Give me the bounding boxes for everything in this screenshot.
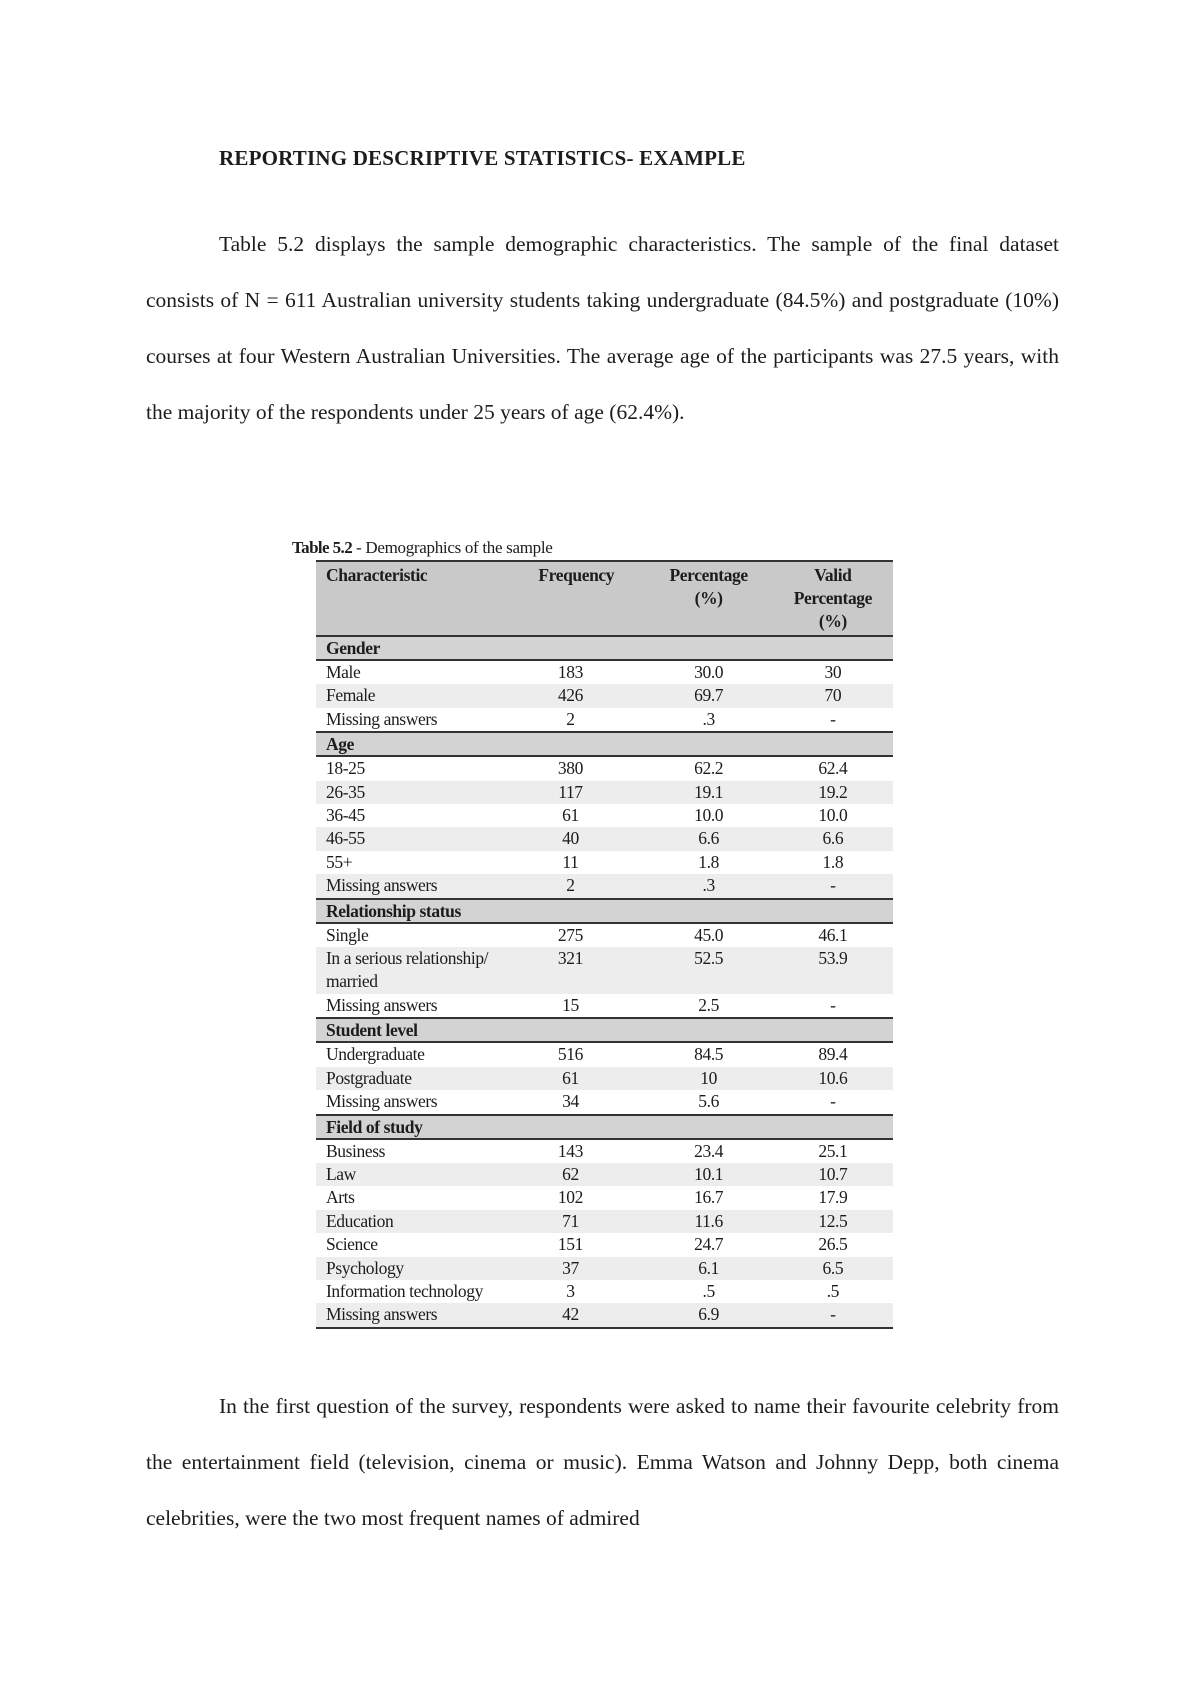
cell-frequency: 321 bbox=[530, 947, 644, 994]
cell-frequency: 42 bbox=[530, 1303, 644, 1327]
cell-valid-percentage: 25.1 bbox=[769, 1139, 893, 1163]
demographics-table bbox=[316, 560, 893, 1329]
cell-valid-percentage: - bbox=[769, 708, 893, 732]
table-body bbox=[316, 636, 893, 1328]
cell-percentage: .5 bbox=[645, 1280, 769, 1303]
table-row bbox=[316, 1163, 893, 1186]
cell-percentage: 45.0 bbox=[645, 923, 769, 947]
cell-percentage: 24.7 bbox=[645, 1233, 769, 1256]
cell-valid-percentage: - bbox=[769, 1090, 893, 1114]
table-row bbox=[316, 1210, 893, 1233]
page-heading: REPORTING DESCRIPTIVE STATISTICS- EXAMPLE bbox=[219, 146, 746, 170]
cell-characteristic: 55+ bbox=[316, 851, 530, 874]
cell-valid-percentage: 30 bbox=[769, 660, 893, 684]
cell-percentage: 10.0 bbox=[645, 804, 769, 827]
table-caption-label: Table 5.2 bbox=[292, 538, 353, 557]
cell-frequency: 3 bbox=[530, 1280, 644, 1303]
cell-characteristic: 26-35 bbox=[316, 781, 530, 804]
cell-frequency: 37 bbox=[530, 1257, 644, 1280]
section-header-row bbox=[316, 1115, 893, 1139]
cell-characteristic: Missing answers bbox=[316, 1303, 530, 1327]
survey-paragraph bbox=[146, 1378, 1059, 1546]
cell-frequency: 117 bbox=[530, 781, 644, 804]
header-percentage: Percentage (%) bbox=[645, 561, 769, 636]
cell-characteristic: Male bbox=[316, 660, 530, 684]
intro-paragraph bbox=[146, 216, 1059, 440]
cell-frequency: 15 bbox=[530, 994, 644, 1018]
table-row bbox=[316, 1139, 893, 1163]
section-title: Age bbox=[316, 732, 893, 756]
cell-percentage: 5.6 bbox=[645, 1090, 769, 1114]
cell-frequency: 34 bbox=[530, 1090, 644, 1114]
cell-percentage: .3 bbox=[645, 708, 769, 732]
cell-frequency: 40 bbox=[530, 827, 644, 850]
cell-valid-percentage: 1.8 bbox=[769, 851, 893, 874]
cell-percentage: 6.6 bbox=[645, 827, 769, 850]
cell-valid-percentage: - bbox=[769, 874, 893, 898]
table-row bbox=[316, 874, 893, 898]
header-characteristic: Characteristic bbox=[316, 561, 530, 636]
cell-valid-percentage: 89.4 bbox=[769, 1042, 893, 1066]
cell-percentage: 84.5 bbox=[645, 1042, 769, 1066]
section-header-row bbox=[316, 1018, 893, 1042]
cell-frequency: 151 bbox=[530, 1233, 644, 1256]
cell-characteristic: 46-55 bbox=[316, 827, 530, 850]
table-caption bbox=[292, 538, 553, 558]
cell-percentage: .3 bbox=[645, 874, 769, 898]
cell-frequency: 516 bbox=[530, 1042, 644, 1066]
table-row bbox=[316, 923, 893, 947]
table-row bbox=[316, 1257, 893, 1280]
table-row bbox=[316, 1186, 893, 1209]
section-title: Field of study bbox=[316, 1115, 893, 1139]
table-caption-text: - Demographics of the sample bbox=[352, 538, 553, 557]
cell-characteristic: Undergraduate bbox=[316, 1042, 530, 1066]
cell-characteristic: Missing answers bbox=[316, 994, 530, 1018]
cell-frequency: 11 bbox=[530, 851, 644, 874]
cell-valid-percentage: 10.6 bbox=[769, 1067, 893, 1090]
cell-percentage: 10 bbox=[645, 1067, 769, 1090]
cell-frequency: 2 bbox=[530, 874, 644, 898]
cell-frequency: 61 bbox=[530, 804, 644, 827]
cell-frequency: 71 bbox=[530, 1210, 644, 1233]
table-row bbox=[316, 804, 893, 827]
section-title: Relationship status bbox=[316, 899, 893, 923]
cell-frequency: 62 bbox=[530, 1163, 644, 1186]
cell-valid-percentage: 6.5 bbox=[769, 1257, 893, 1280]
table-row bbox=[316, 827, 893, 850]
cell-characteristic: 36-45 bbox=[316, 804, 530, 827]
cell-valid-percentage: 17.9 bbox=[769, 1186, 893, 1209]
table-row bbox=[316, 947, 893, 994]
cell-percentage: 23.4 bbox=[645, 1139, 769, 1163]
cell-valid-percentage: .5 bbox=[769, 1280, 893, 1303]
cell-frequency: 380 bbox=[530, 756, 644, 780]
cell-frequency: 102 bbox=[530, 1186, 644, 1209]
section-title: Gender bbox=[316, 636, 893, 660]
table-row bbox=[316, 708, 893, 732]
cell-percentage: 6.1 bbox=[645, 1257, 769, 1280]
cell-valid-percentage: 19.2 bbox=[769, 781, 893, 804]
cell-characteristic: Business bbox=[316, 1139, 530, 1163]
table-row bbox=[316, 1303, 893, 1327]
cell-characteristic: Missing answers bbox=[316, 874, 530, 898]
table-row bbox=[316, 1067, 893, 1090]
cell-valid-percentage: 62.4 bbox=[769, 756, 893, 780]
cell-percentage: 69.7 bbox=[645, 684, 769, 707]
cell-valid-percentage: 46.1 bbox=[769, 923, 893, 947]
table-row bbox=[316, 660, 893, 684]
cell-characteristic: Education bbox=[316, 1210, 530, 1233]
section-header-row bbox=[316, 732, 893, 756]
table-row bbox=[316, 1090, 893, 1114]
header-valid-percentage: Valid Percentage (%) bbox=[769, 561, 893, 636]
intro-paragraph-text: Table 5.2 displays the sample demographic characteristics. The sample of the final dataset consists of N = 611 Australian university students taking undergraduate (84.5%) and postgraduate (10%) courses at four Western Australian Universities. The average age of the participants was 27.5 years, with the majority of the respondents under 25 years of age (62.4%). bbox=[146, 232, 1059, 424]
cell-characteristic: Female bbox=[316, 684, 530, 707]
table-row bbox=[316, 756, 893, 780]
cell-frequency: 426 bbox=[530, 684, 644, 707]
cell-frequency: 275 bbox=[530, 923, 644, 947]
cell-characteristic: Arts bbox=[316, 1186, 530, 1209]
section-header-row bbox=[316, 899, 893, 923]
cell-percentage: 1.8 bbox=[645, 851, 769, 874]
cell-characteristic: 18-25 bbox=[316, 756, 530, 780]
cell-characteristic: In a serious relationship/ married bbox=[316, 947, 530, 994]
cell-frequency: 61 bbox=[530, 1067, 644, 1090]
cell-valid-percentage: 12.5 bbox=[769, 1210, 893, 1233]
table-row bbox=[316, 781, 893, 804]
demographics-table-container bbox=[316, 560, 893, 1329]
cell-valid-percentage: 10.7 bbox=[769, 1163, 893, 1186]
table-row bbox=[316, 1233, 893, 1256]
cell-valid-percentage: 26.5 bbox=[769, 1233, 893, 1256]
table-row bbox=[316, 851, 893, 874]
table-row bbox=[316, 994, 893, 1018]
table-row bbox=[316, 1280, 893, 1303]
cell-characteristic: Single bbox=[316, 923, 530, 947]
cell-frequency: 183 bbox=[530, 660, 644, 684]
section-title: Student level bbox=[316, 1018, 893, 1042]
cell-characteristic: Law bbox=[316, 1163, 530, 1186]
cell-characteristic: Missing answers bbox=[316, 708, 530, 732]
cell-percentage: 11.6 bbox=[645, 1210, 769, 1233]
cell-valid-percentage: 70 bbox=[769, 684, 893, 707]
cell-valid-percentage: - bbox=[769, 994, 893, 1018]
cell-valid-percentage: 10.0 bbox=[769, 804, 893, 827]
cell-percentage: 19.1 bbox=[645, 781, 769, 804]
survey-paragraph-text: In the first question of the survey, respondents were asked to name their favourite celebrity from the entertainment field (television, cinema or music). Emma Watson and Johnny Depp, both cinema celebrities, were the two most frequent names of admired bbox=[146, 1394, 1059, 1530]
cell-percentage: 10.1 bbox=[645, 1163, 769, 1186]
cell-characteristic: Psychology bbox=[316, 1257, 530, 1280]
cell-characteristic: Information technology bbox=[316, 1280, 530, 1303]
cell-percentage: 52.5 bbox=[645, 947, 769, 994]
cell-characteristic: Missing answers bbox=[316, 1090, 530, 1114]
table-header-row bbox=[316, 561, 893, 636]
header-frequency: Frequency bbox=[530, 561, 644, 636]
cell-frequency: 2 bbox=[530, 708, 644, 732]
cell-percentage: 16.7 bbox=[645, 1186, 769, 1209]
cell-valid-percentage: 6.6 bbox=[769, 827, 893, 850]
cell-percentage: 62.2 bbox=[645, 756, 769, 780]
section-header-row bbox=[316, 636, 893, 660]
cell-frequency: 143 bbox=[530, 1139, 644, 1163]
table-row bbox=[316, 1042, 893, 1066]
cell-percentage: 6.9 bbox=[645, 1303, 769, 1327]
cell-characteristic: Postgraduate bbox=[316, 1067, 530, 1090]
cell-percentage: 2.5 bbox=[645, 994, 769, 1018]
cell-valid-percentage: - bbox=[769, 1303, 893, 1327]
cell-characteristic: Science bbox=[316, 1233, 530, 1256]
table-row bbox=[316, 684, 893, 707]
cell-percentage: 30.0 bbox=[645, 660, 769, 684]
cell-valid-percentage: 53.9 bbox=[769, 947, 893, 994]
